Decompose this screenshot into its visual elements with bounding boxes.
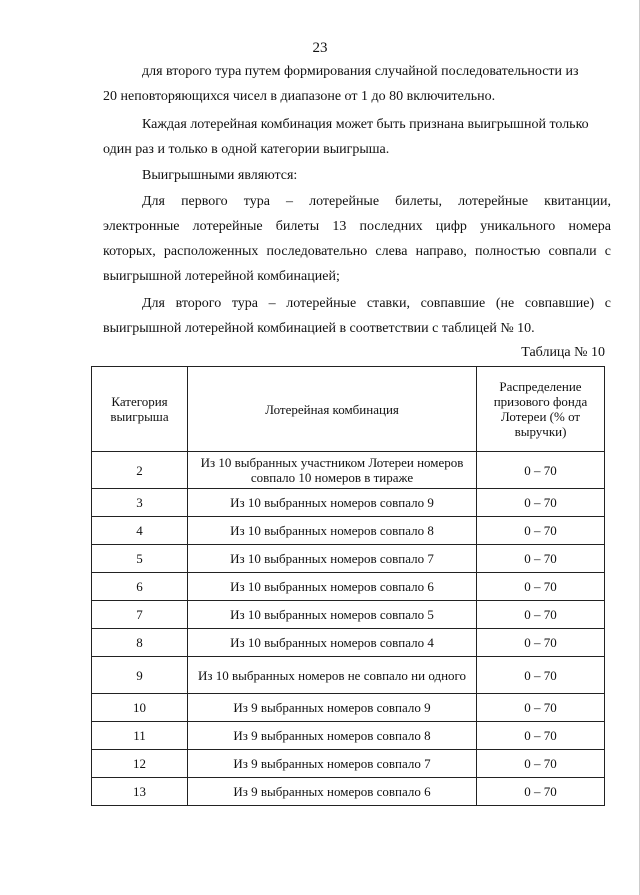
cell-distribution: 0 – 70 [477, 778, 605, 806]
cell-category: 7 [92, 601, 188, 629]
cell-distribution: 0 – 70 [477, 489, 605, 517]
cell-category: 6 [92, 573, 188, 601]
table-row [92, 694, 605, 722]
paragraph-1-line-1: для второго тура путем формирования случайной последовательности из [142, 64, 579, 79]
table-row [92, 750, 605, 778]
cell-combination: Из 10 выбранных номеров совпало 6 [188, 573, 477, 601]
page-number: 23 [312, 40, 328, 56]
cell-combination: Из 9 выбранных номеров совпало 7 [188, 750, 477, 778]
cell-category: 11 [92, 722, 188, 750]
table-header-row [92, 367, 605, 452]
cell-distribution: 0 – 70 [477, 573, 605, 601]
header-combination: Лотерейная комбинация [188, 367, 477, 452]
cell-distribution: 0 – 70 [477, 452, 605, 489]
table-row [92, 778, 605, 806]
paragraph-4-line-1: Для первого тура – лотерейные билеты, лотерейные квитанции, [142, 194, 611, 209]
paragraph-2-line-1: Каждая лотерейная комбинация может быть признана выигрышной только [142, 117, 589, 132]
cell-combination: Из 9 выбранных номеров совпало 6 [188, 778, 477, 806]
cell-distribution: 0 – 70 [477, 629, 605, 657]
cell-category: 10 [92, 694, 188, 722]
table-row [92, 517, 605, 545]
table-row [92, 657, 605, 694]
cell-combination: Из 9 выбранных номеров совпало 9 [188, 694, 477, 722]
table-row [92, 452, 605, 489]
cell-combination: Из 9 выбранных номеров совпало 8 [188, 722, 477, 750]
cell-distribution: 0 – 70 [477, 545, 605, 573]
cell-combination: Из 10 выбранных номеров совпало 8 [188, 517, 477, 545]
cell-combination: Из 10 выбранных номеров совпало 4 [188, 629, 477, 657]
table-caption: Таблица № 10 [521, 345, 605, 360]
cell-category: 9 [92, 657, 188, 694]
paragraph-1-line-2: 20 неповторяющихся чисел в диапазоне от 1 до 80 включительно. [103, 89, 496, 104]
cell-category: 8 [92, 629, 188, 657]
cell-distribution: 0 – 70 [477, 517, 605, 545]
table-row [92, 722, 605, 750]
cell-category: 5 [92, 545, 188, 573]
cell-category: 13 [92, 778, 188, 806]
table-row [92, 545, 605, 573]
cell-combination: Из 10 выбранных номеров не совпало ни одного [188, 657, 477, 694]
cell-category: 2 [92, 452, 188, 489]
cell-distribution: 0 – 70 [477, 694, 605, 722]
paragraph-5-line-1: Для второго тура – лотерейные ставки, совпавшие (не совпавшие) с [142, 296, 611, 311]
cell-distribution: 0 – 70 [477, 750, 605, 778]
cell-category: 4 [92, 517, 188, 545]
prize-distribution-table [91, 366, 605, 806]
cell-category: 12 [92, 750, 188, 778]
cell-combination: Из 10 выбранных участником Лотереи номеров совпало 10 номеров в тираже [188, 452, 477, 489]
paragraph-4-line-3: которых, расположенных последовательно слева направо, полностью совпали с [103, 244, 611, 259]
cell-combination: Из 10 выбранных номеров совпало 5 [188, 601, 477, 629]
table-row [92, 601, 605, 629]
cell-distribution: 0 – 70 [477, 722, 605, 750]
cell-combination: Из 10 выбранных номеров совпало 9 [188, 489, 477, 517]
table-row [92, 573, 605, 601]
paragraph-3-line-1: Выигрышными являются: [142, 168, 298, 183]
paragraph-4-line-4: выигрышной лотерейной комбинацией; [103, 269, 340, 284]
paragraph-5-line-2: выигрышной лотерейной комбинацией в соответствии с таблицей № 10. [103, 321, 535, 336]
table-row [92, 489, 605, 517]
paragraph-4-line-2: электронные лотерейные билеты 13 последних цифр уникального номера [103, 219, 611, 234]
header-category: Категория выигрыша [92, 367, 188, 452]
header-distribution: Распределение призового фонда Лотереи (% от выручки) [477, 367, 605, 452]
cell-distribution: 0 – 70 [477, 657, 605, 694]
cell-category: 3 [92, 489, 188, 517]
paragraph-2-line-2: один раз и только в одной категории выигрыша. [103, 142, 390, 157]
cell-distribution: 0 – 70 [477, 601, 605, 629]
table-row [92, 629, 605, 657]
cell-combination: Из 10 выбранных номеров совпало 7 [188, 545, 477, 573]
